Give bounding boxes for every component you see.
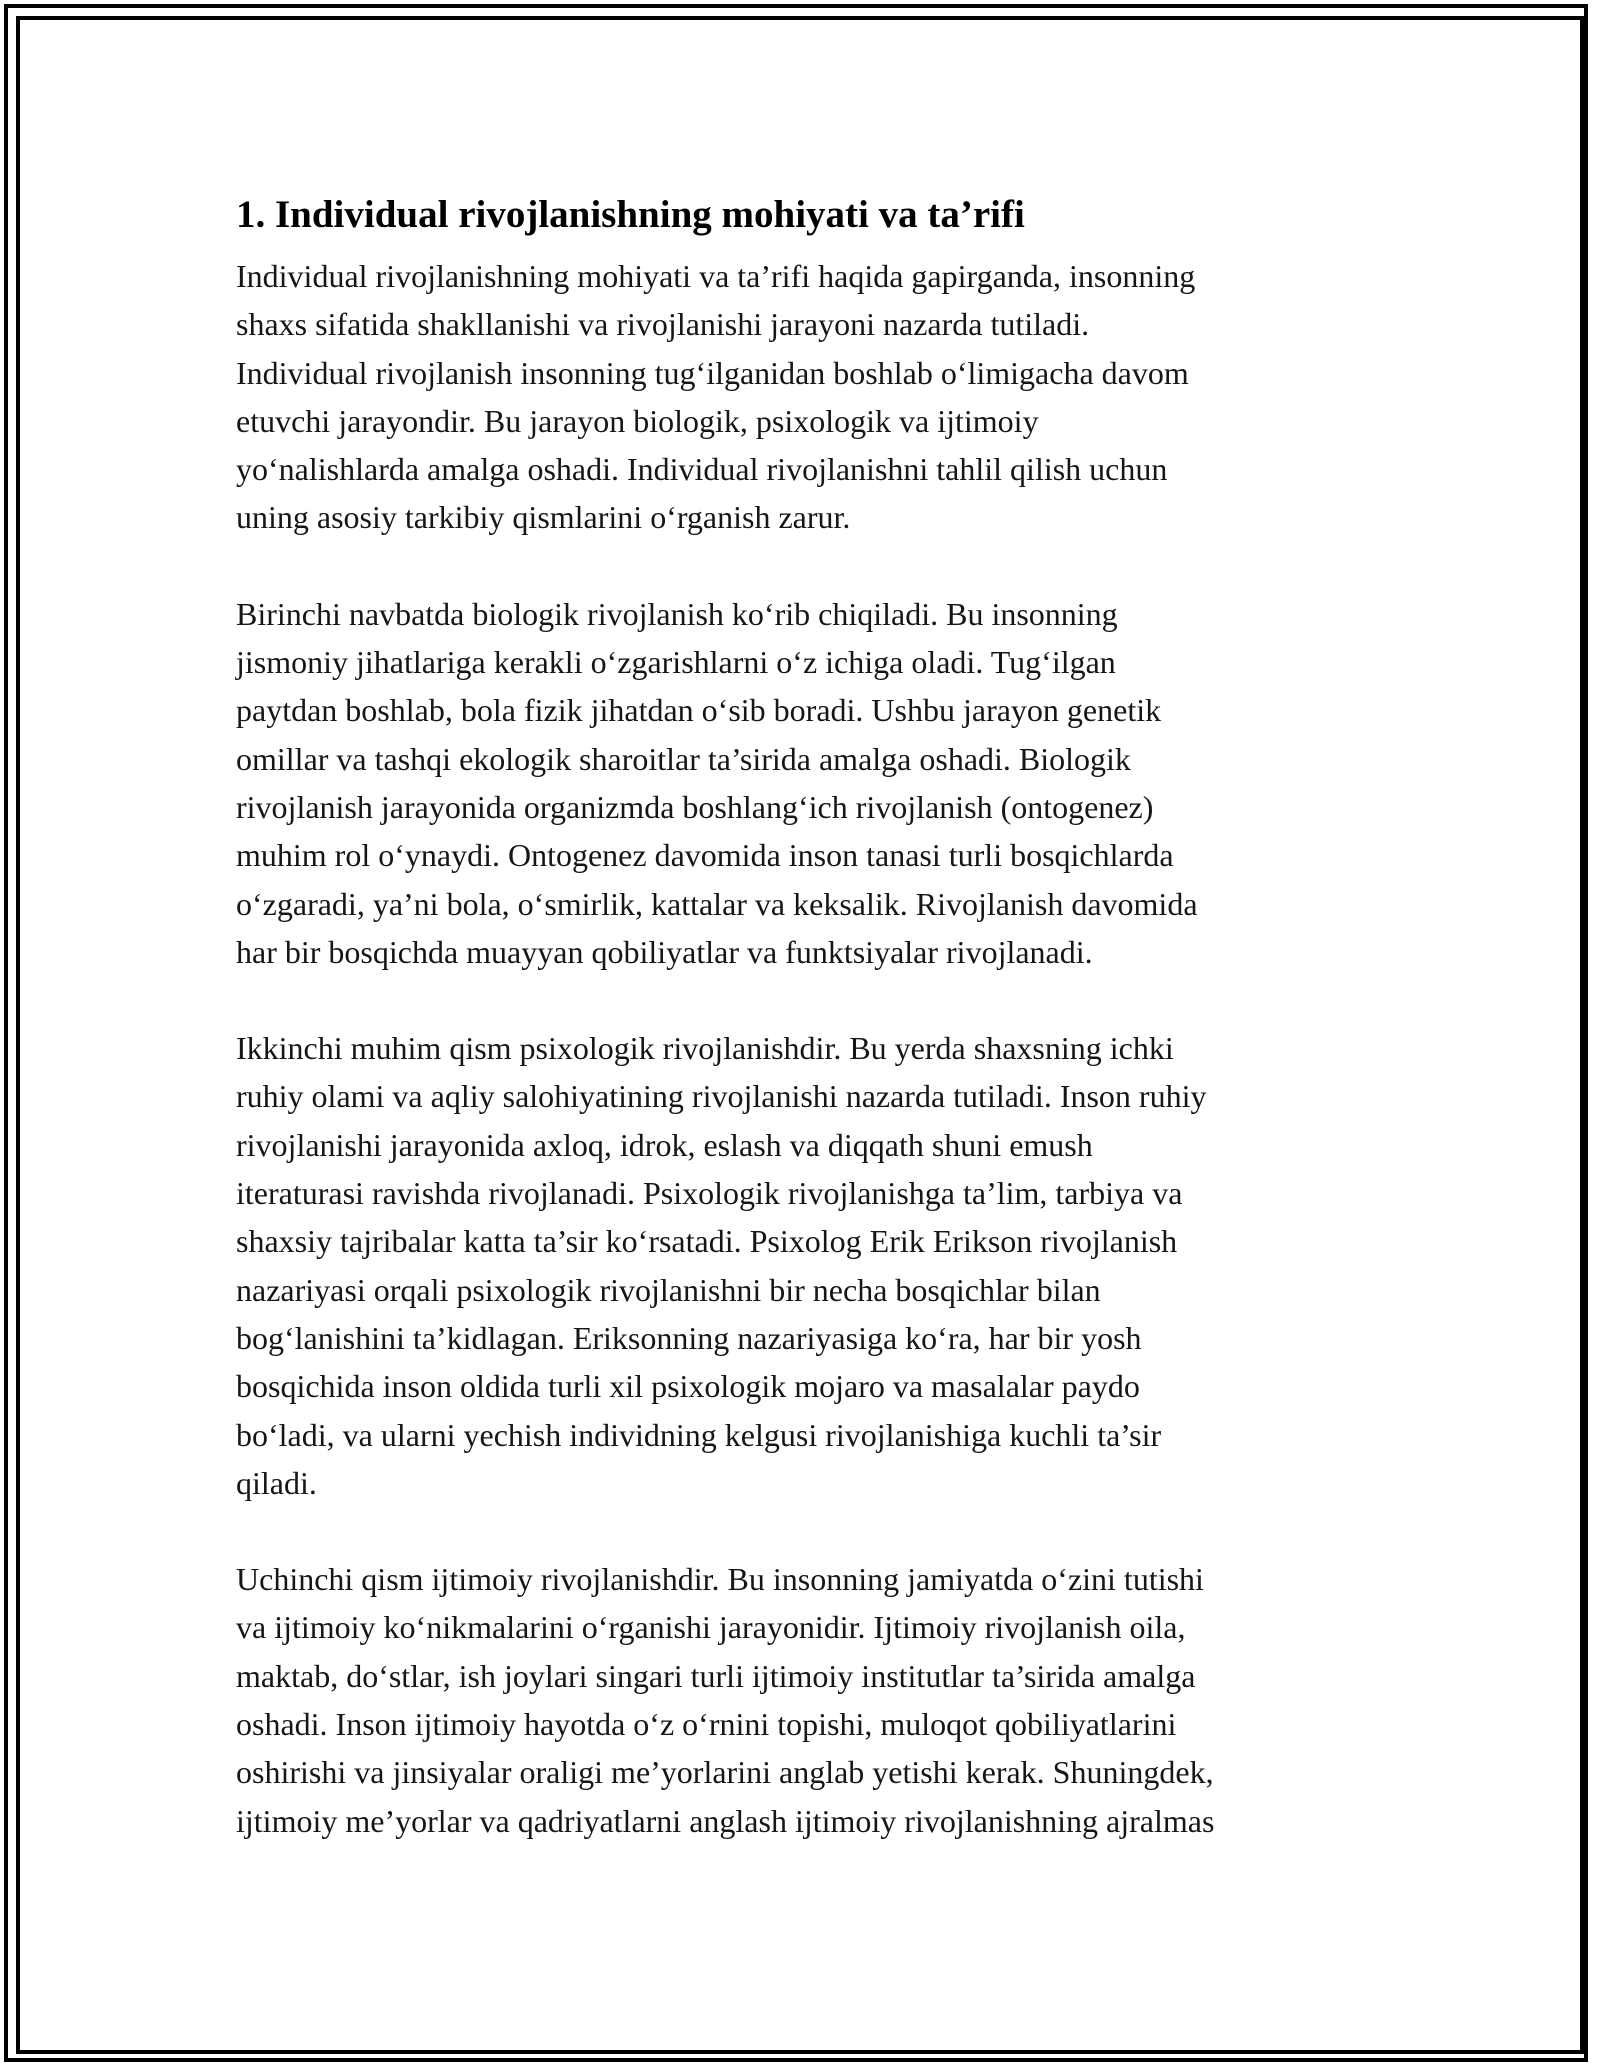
text-line: rivojlanishi jarayonida axloq, idrok, eslash va diqqath shuni emush [236, 1126, 1093, 1163]
text-line: maktab, do‘stlar, ish joylari singari turli ijtimoiy institutlar ta’sirida amalga [236, 1657, 1196, 1694]
paragraph-4 [236, 1555, 1416, 1845]
text-line: Uchinchi qism ijtimoiy rivojlanishdir. Bu insonning jamiyatda o‘zini tutishi [236, 1561, 1204, 1598]
text-line: paytdan boshlab, bola fizik jihatdan o‘sib boradi. Ushbu jarayon genetik [236, 692, 1162, 729]
text-line: ijtimoiy me’yorlar va qadriyatlarni anglash ijtimoiy rivojlanishning ajralmas [236, 1802, 1215, 1839]
text-line: iteraturasi ravishda rivojlanadi. Psixologik rivojlanishga ta’lim, tarbiya va [236, 1175, 1183, 1212]
text-line: shaxsiy tajribalar katta ta’sir ko‘rsatadi. Psixolog Erik Erikson rivojlanish [236, 1223, 1178, 1260]
text-line: bosqichida inson oldida turli xil psixologik mojaro va masalalar paydo [236, 1368, 1140, 1405]
text-line: nazariyasi orqali psixologik rivojlanishni bir necha bosqichlar bilan [236, 1271, 1101, 1308]
text-line: oshadi. Inson ijtimoiy hayotda o‘z o‘rnini topishi, muloqot qobiliyatlarini [236, 1706, 1177, 1743]
text-line: jismoniy jihatlariga kerakli o‘zgarishlarni o‘z ichiga oladi. Tug‘ilgan [236, 644, 1116, 681]
text-line: o‘zgaradi, ya’ni bola, o‘smirlik, kattalar va keksalik. Rivojlanish davomida [236, 885, 1198, 922]
paragraph-2 [236, 590, 1416, 976]
text-line: yo‘nalishlarda amalga oshadi. Individual rivojlanishni tahlil qilish uchun [236, 451, 1168, 488]
text-line: Individual rivojlanishning mohiyati va ta’rifi haqida gapirganda, insonning [236, 258, 1196, 294]
text-line: Individual rivojlanish insonning tug‘ilganidan boshlab o‘limigacha davom [236, 354, 1189, 391]
text-line: oshirishi va jinsiyalar oraligi me’yorlarini anglab yetishi kerak. Shuningdek, [236, 1754, 1214, 1791]
text-line: ruhiy olami va aqliy salohiyatining rivojlanishi nazarda tutiladi. Inson ruhiy [236, 1078, 1207, 1115]
text-line: va ijtimoiy ko‘nikmalarini o‘rganishi jarayonidir. Ijtimoiy rivojlanish oila, [236, 1609, 1186, 1646]
text-line: uning asosiy tarkibiy qismlarini o‘rganish zarur. [236, 499, 851, 536]
text-line: Birinchi navbatda biologik rivojlanish ko‘rib chiqiladi. Bu insonning [236, 595, 1118, 632]
text-line: bo‘ladi, va ularni yechish individning kelgusi rivojlanishiga kuchli ta’sir [236, 1416, 1162, 1453]
text-line: shaxs sifatida shakllanishi va rivojlanishi jarayoni nazarda tutiladi. [236, 306, 1090, 343]
text-line: qiladi. [236, 1464, 317, 1501]
document-page [236, 182, 1416, 1893]
paragraph-3 [236, 1024, 1416, 1507]
text-line: etuvchi jarayondir. Bu jarayon biologik, psixologik va ijtimoiy [236, 402, 1039, 439]
text-line: Ikkinchi muhim qism psixologik rivojlanishdir. Bu yerda shaxsning ichki [236, 1030, 1174, 1067]
text-line: har bir bosqichda muayyan qobiliyatlar va funktsiyalar rivojlanadi. [236, 933, 1093, 970]
text-line: muhim rol o‘ynaydi. Ontogenez davomida inson tanasi turli bosqichlarda [236, 837, 1174, 874]
text-line: bog‘lanishini ta’kidlagan. Eriksonning nazariyasiga ko‘ra, har bir yosh [236, 1319, 1142, 1356]
paragraph-1 [236, 252, 1416, 542]
text-line: rivojlanish jarayonida organizmda boshlang‘ich rivojlanish (ontogenez) [236, 788, 1154, 825]
text-line: omillar va tashqi ekologik sharoitlar ta’sirida amalga oshadi. Biologik [236, 740, 1131, 777]
section-heading: 1. Individual rivojlanishning mohiyati va ta’rifi [236, 193, 1025, 236]
